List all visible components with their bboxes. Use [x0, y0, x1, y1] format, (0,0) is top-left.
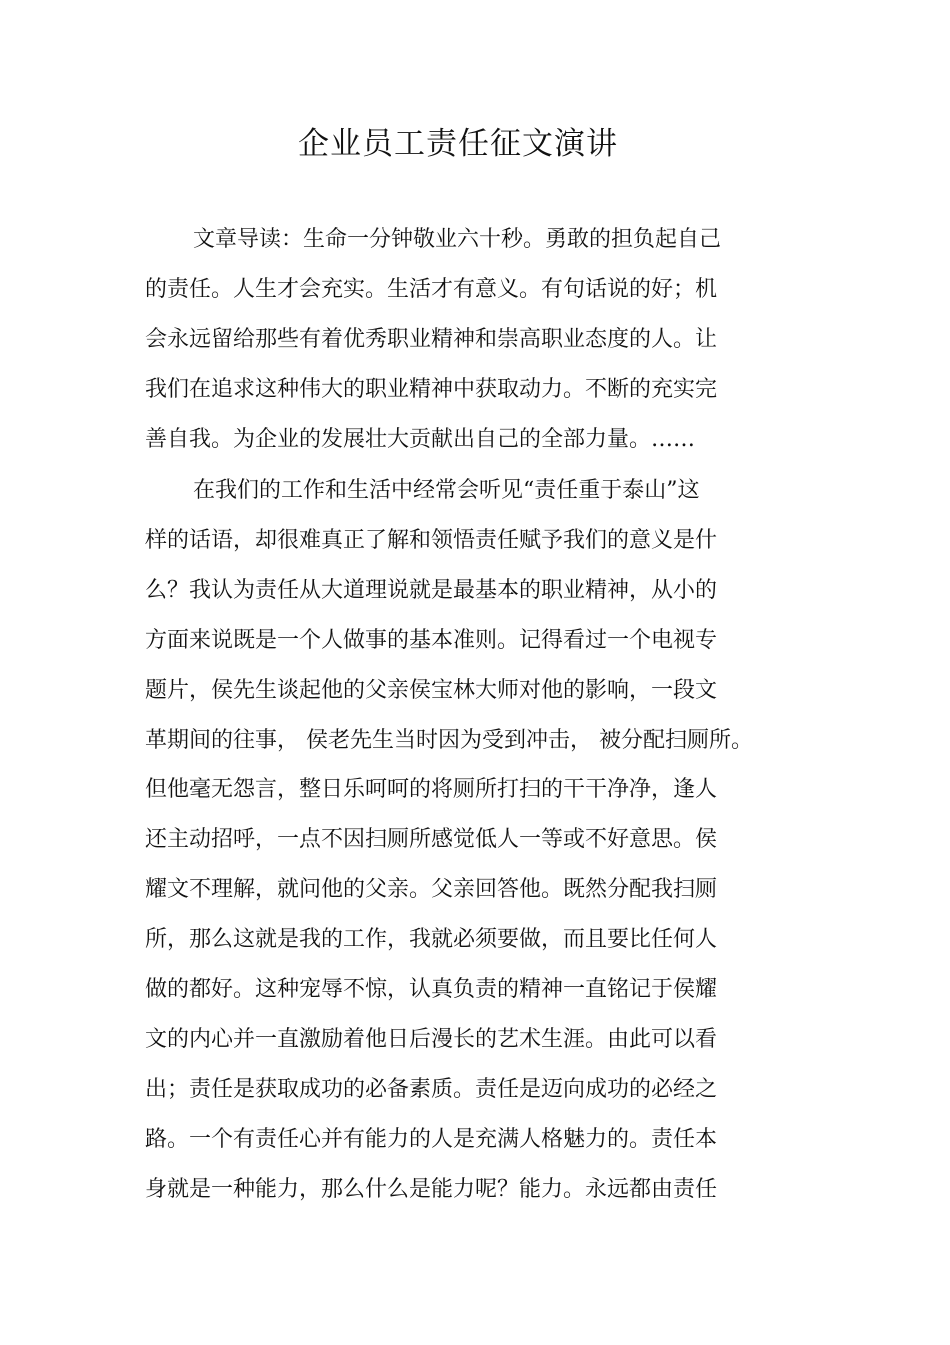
paragraph-line: 的责任。人生才会充实。生活才有意义。有句话说的好；机 — [145, 277, 718, 302]
paragraph-line: 方面来说既是一个人做事的基本准则。记得看过一个电视专 — [145, 628, 718, 653]
paragraph-line: 耀文不理解，就问他的父亲。父亲回答他。既然分配我扫厕 — [145, 877, 718, 902]
paragraph-line: 革期间的往事， 侯老先生当时因为受到冲击， 被分配扫厕所。 — [145, 728, 753, 753]
paragraph-line: 善自我。为企业的发展壮大贡献出自己的全部力量。…… — [145, 427, 696, 452]
paragraph-line: 文章导读：生命一分钟敬业六十秒。勇敢的担负起自己 — [193, 227, 722, 252]
paragraph-line: 我们在追求这种伟大的职业精神中获取动力。不断的充实完 — [145, 377, 718, 402]
paragraph-line: 么？我认为责任从大道理说就是最基本的职业精神，从小的 — [145, 578, 718, 603]
document-title: 企业员工责任征文演讲 — [298, 126, 618, 162]
paragraph-line: 出；责任是获取成功的必备素质。责任是迈向成功的必经之 — [145, 1077, 718, 1102]
paragraph-line: 还主动招呼，一点不因扫厕所感觉低人一等或不好意思。侯 — [145, 827, 718, 852]
paragraph-line: 题片，侯先生谈起他的父亲侯宝林大师对他的影响，一段文 — [145, 678, 718, 703]
paragraph-line: 身就是一种能力，那么什么是能力呢？能力。永远都由责任 — [145, 1177, 718, 1202]
paragraph-line: 文的内心并一直激励着他日后漫长的艺术生涯。由此可以看 — [145, 1027, 718, 1052]
paragraph-line: 做的都好。这种宠辱不惊，认真负责的精神一直铭记于侯耀 — [145, 977, 718, 1002]
paragraph-line: 但他毫无怨言，整日乐呵呵的将厕所打扫的干干净净，逢人 — [145, 777, 718, 802]
paragraph-line: 路。一个有责任心并有能力的人是充满人格魅力的。责任本 — [145, 1127, 718, 1152]
paragraph-line: 所，那么这就是我的工作，我就必须要做，而且要比任何人 — [145, 927, 718, 952]
paragraph-line: 在我们的工作和生活中经常会听见“责任重于泰山”这 — [193, 478, 700, 503]
paragraph-line: 样的话语，却很难真正了解和领悟责任赋予我们的意义是什 — [145, 528, 718, 553]
paragraph-line: 会永远留给那些有着优秀职业精神和崇高职业态度的人。让 — [145, 327, 718, 352]
